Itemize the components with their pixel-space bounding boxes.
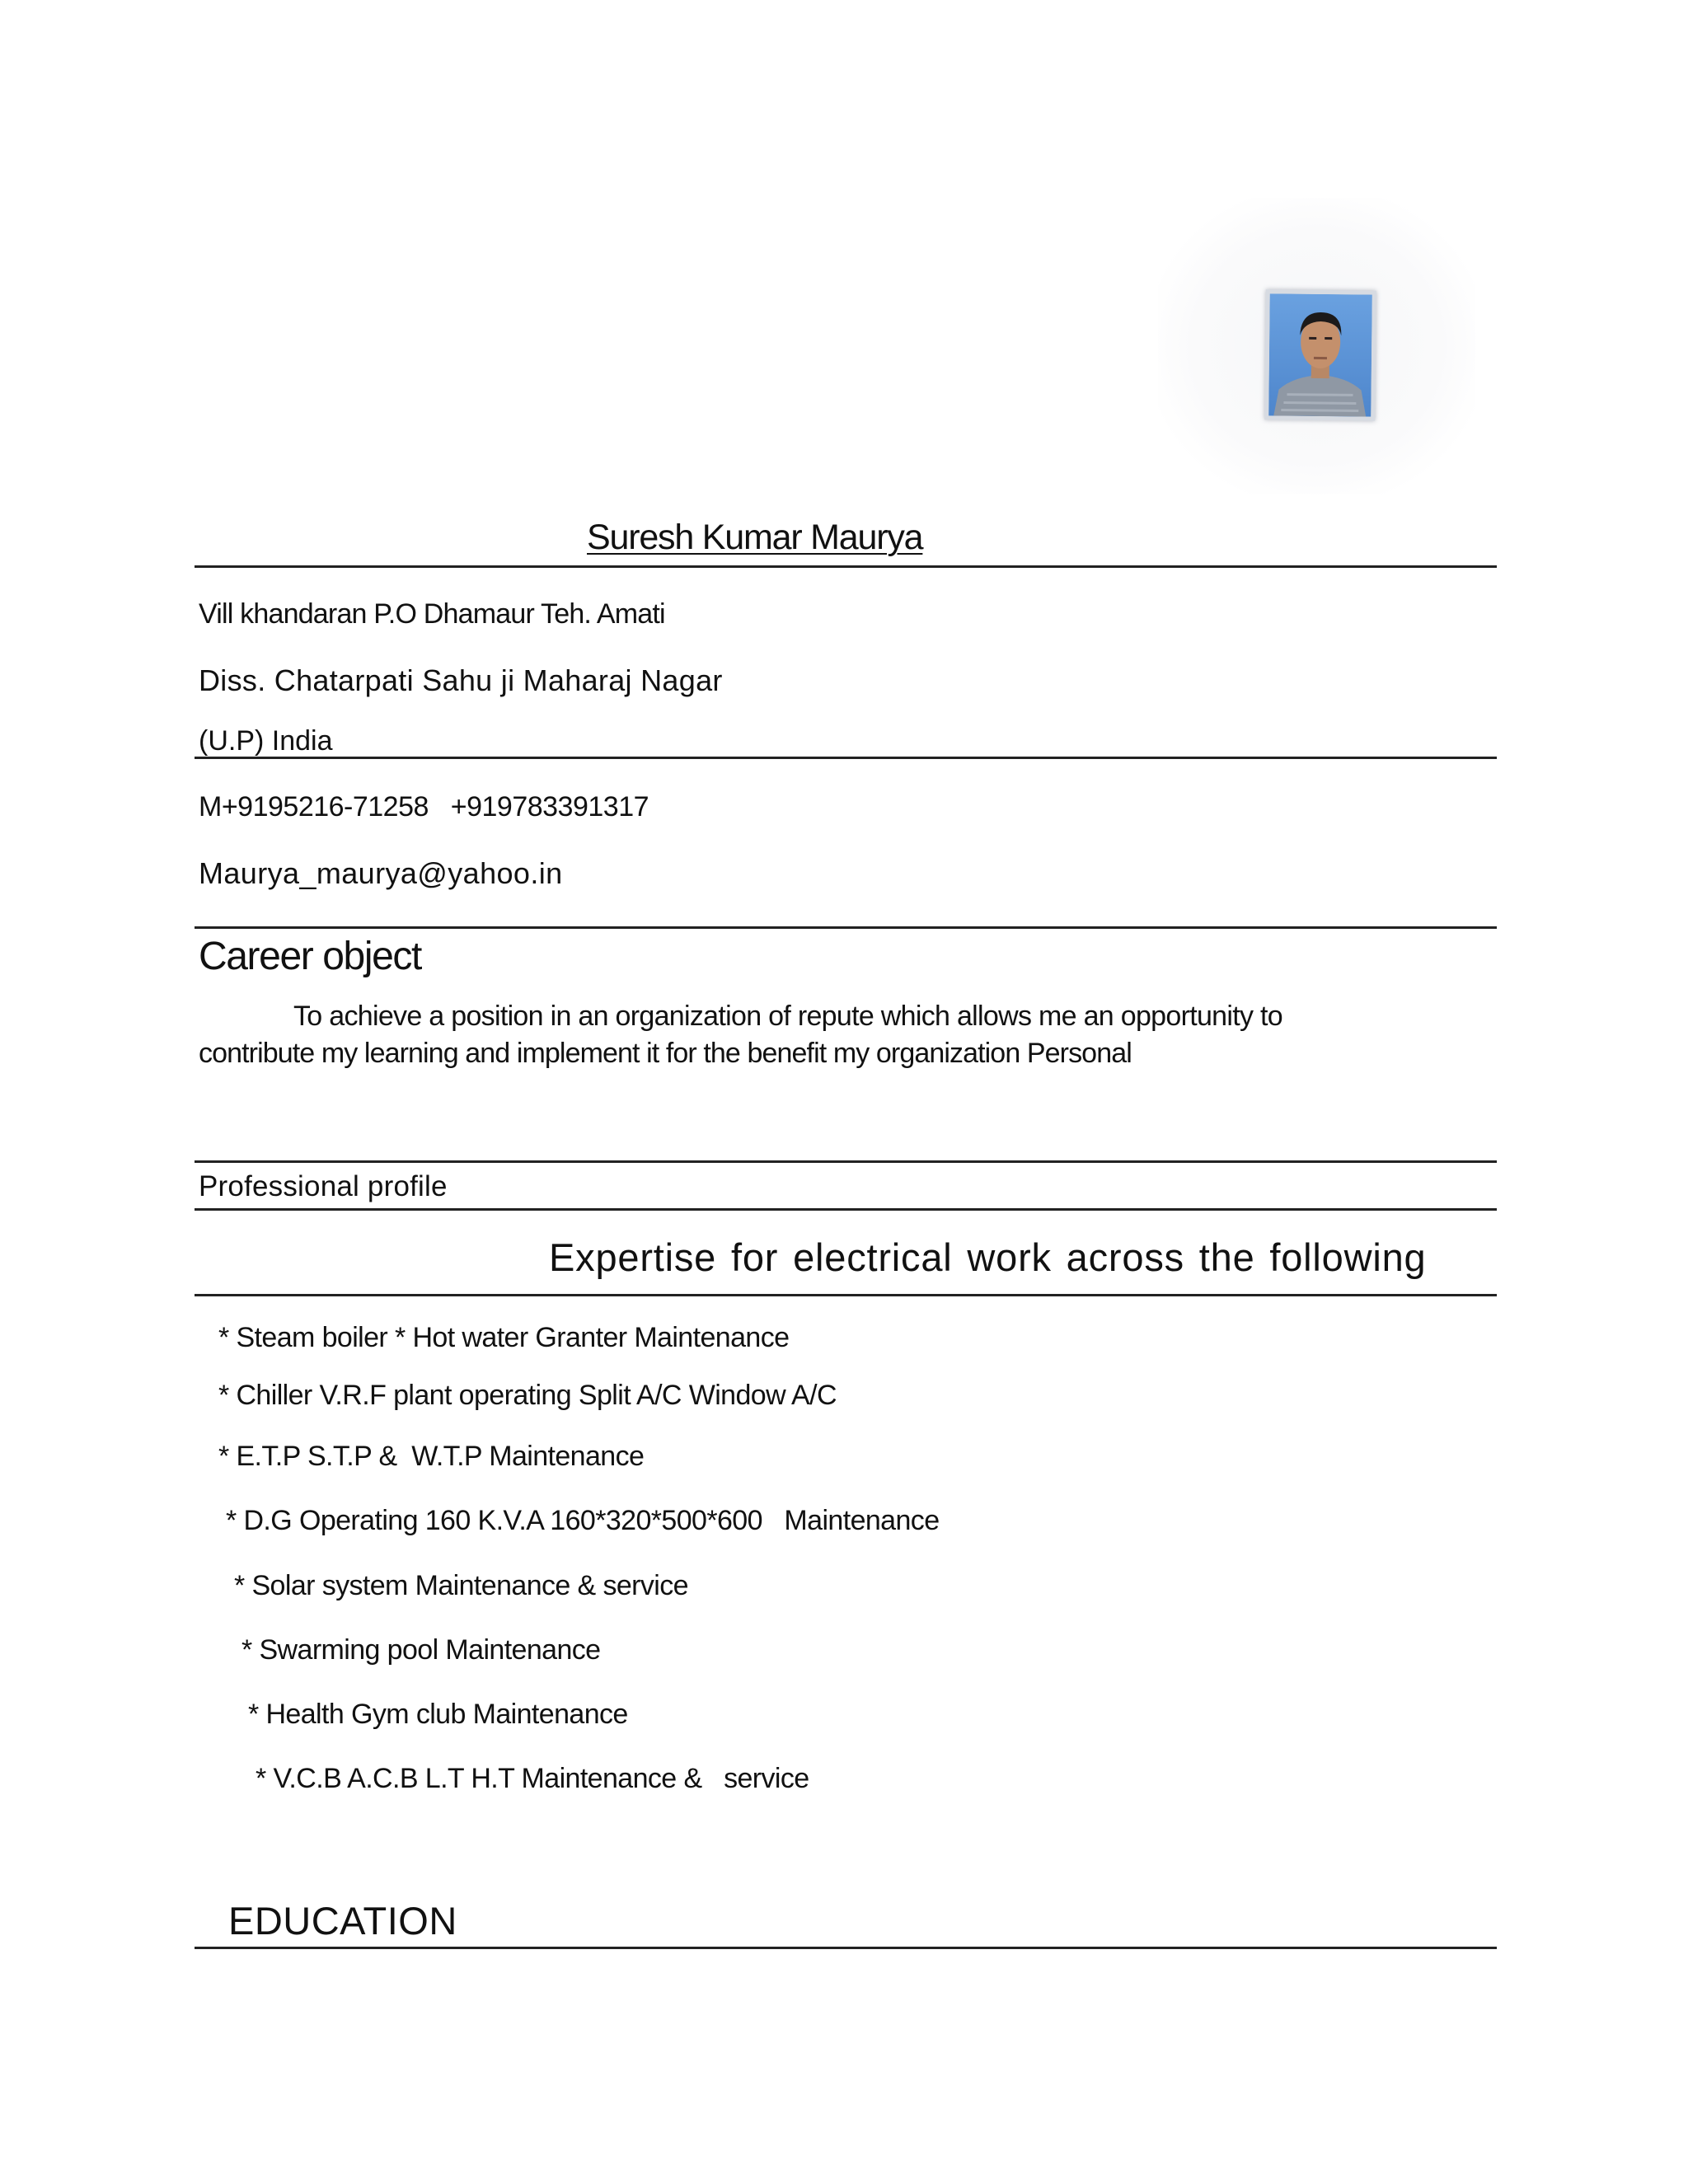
divider: [195, 1160, 1497, 1163]
profile-photo: [1264, 289, 1376, 420]
divider: [195, 926, 1497, 929]
career-objective-text-line-1: To achieve a position in an organization of repute which allows me an opportunity to: [293, 1001, 1282, 1032]
expertise-item: * Swarming pool Maintenance: [241, 1634, 601, 1666]
divider: [195, 757, 1497, 759]
address-line-3: (U.P) India: [199, 725, 333, 757]
email-address: Maurya_maurya@yahoo.in: [199, 856, 563, 890]
divider: [195, 1947, 1497, 1949]
expertise-item: * Chiller V.R.F plant operating Split A/C Window A/C: [218, 1380, 837, 1411]
phone-numbers: M+9195216-71258 +919783391317: [199, 791, 649, 823]
expertise-item: * Solar system Maintenance & service: [234, 1570, 688, 1601]
expertise-item: * D.G Operating 160 K.V.A 160*320*500*600 Maintenance: [226, 1505, 940, 1536]
education-heading: EDUCATION: [228, 1899, 457, 1943]
address-line-1: Vill khandaran P.O Dhamaur Teh. Amati: [199, 598, 665, 630]
career-objective-text-line-2: contribute my learning and implement it for the benefit my organization Personal: [199, 1038, 1132, 1069]
divider: [195, 565, 1497, 568]
expertise-item: * V.C.B A.C.B L.T H.T Maintenance & service: [256, 1763, 809, 1794]
professional-profile-heading: Professional profile: [199, 1170, 448, 1202]
expertise-item: * Steam boiler * Hot water Granter Maintenance: [218, 1322, 790, 1353]
divider: [195, 1208, 1497, 1211]
expertise-heading: Expertise for electrical work across the following: [549, 1235, 1427, 1279]
divider: [195, 1294, 1497, 1296]
address-line-2: Diss. Chatarpati Sahu ji Maharaj Nagar: [199, 663, 723, 697]
expertise-item: * E.T.P S.T.P & W.T.P Maintenance: [218, 1441, 645, 1472]
career-objective-heading: Career object: [199, 935, 421, 978]
expertise-item: * Health Gym club Maintenance: [248, 1699, 628, 1730]
candidate-name: Suresh Kumar Maurya: [587, 518, 923, 557]
